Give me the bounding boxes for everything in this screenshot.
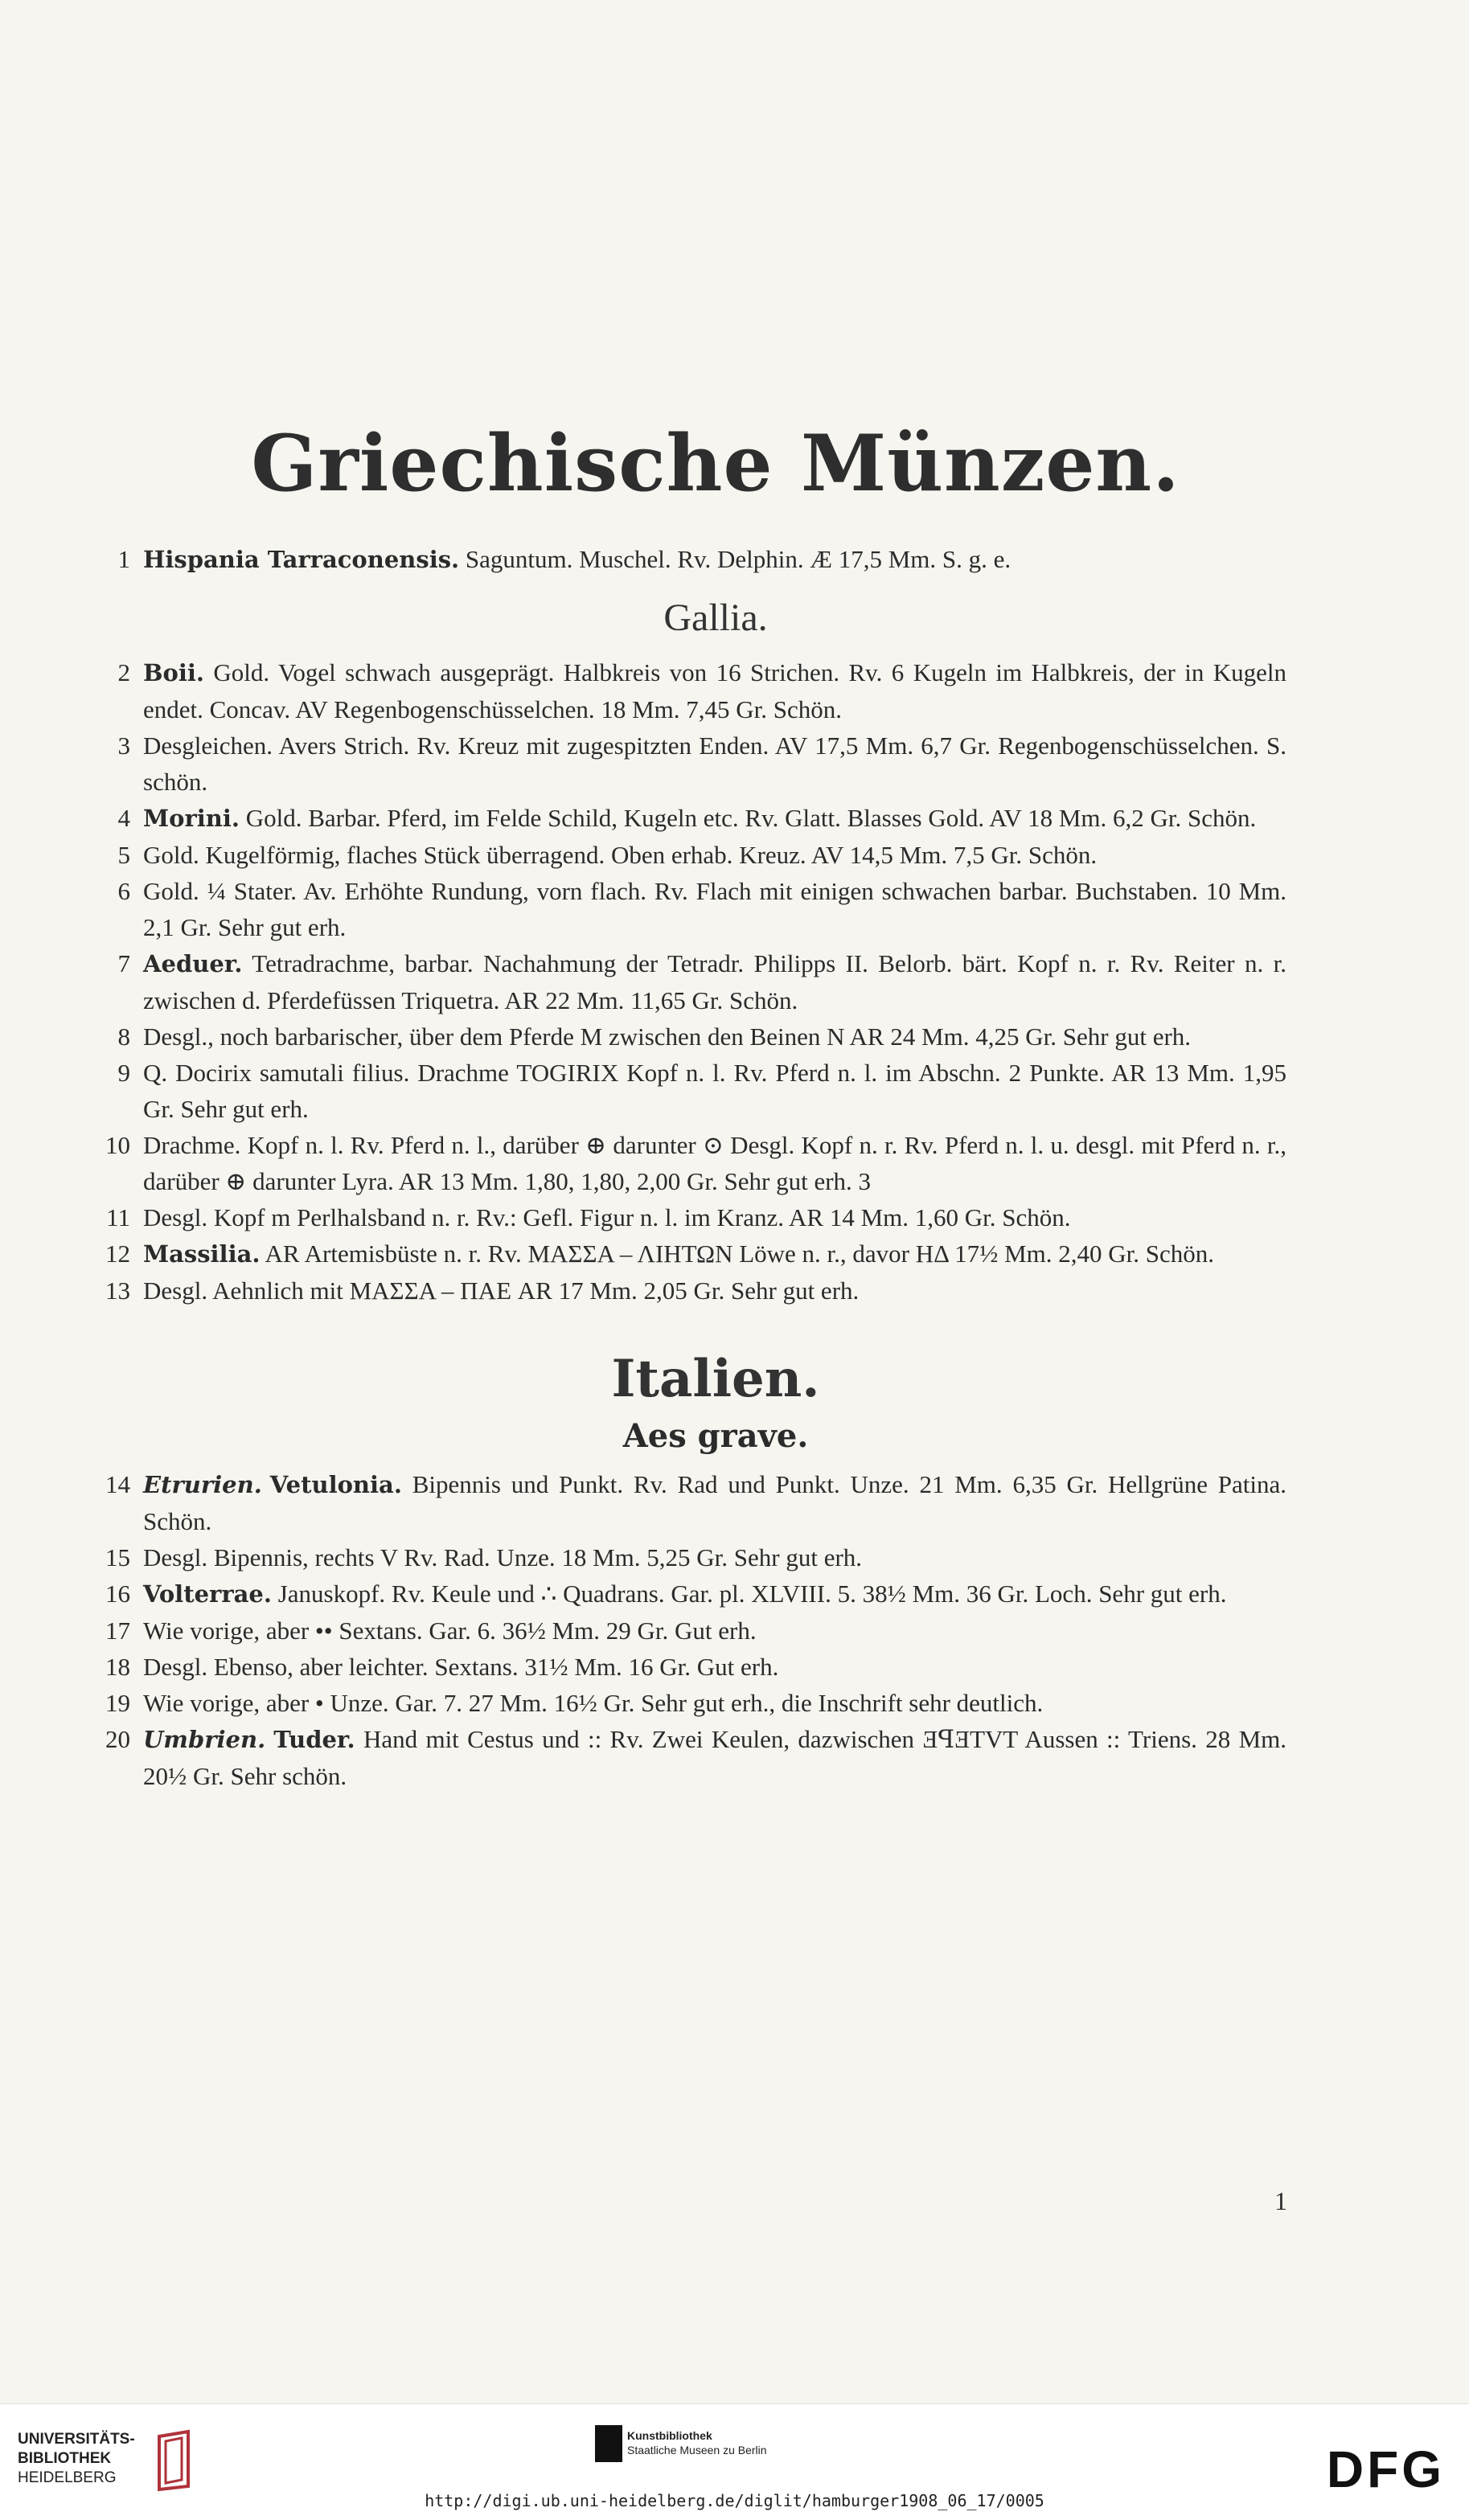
entry-number: 13: [105, 1276, 130, 1305]
entry-number: 9: [117, 1059, 130, 1087]
university-library-icon: [150, 2428, 198, 2493]
catalog-entry: [96, 1466, 1286, 1539]
section-italien: Italien.: [611, 1349, 820, 1409]
entry-number: 16: [105, 1580, 130, 1608]
entry-place: Aeduer.: [143, 950, 243, 977]
entry-number: 4: [117, 804, 130, 832]
catalog-entry: [96, 1721, 1286, 1794]
entry-place: Volterrae.: [143, 1580, 272, 1608]
page-content: [96, 418, 1286, 1794]
catalog-entry: [96, 1612, 1286, 1649]
intro-entries: [96, 541, 1286, 578]
entry-text: AR Artemisbüste n. r. Rv. ΜΑΣΣΑ – ΛΙΗΤΩΝ Löwe n. r., davor ΗΔ 17½ Mm. 2,40 Gr. Schön.: [260, 1240, 1215, 1268]
source-url-link[interactable]: http://digi.ub.uni-heidelberg.de/diglit/hamburger1908_06_17/0005: [425, 2491, 1044, 2510]
uni-line-1: UNIVERSITÄTS-: [18, 2431, 135, 2448]
catalog-entry: [96, 1127, 1286, 1199]
entry-text: Drachme. Kopf n. l. Rv. Pferd n. l., darüber ⊕ darunter ⊙ Desgl. Kopf n. r. Rv. Pferd n. l. u. desgl. mit Pferd n. r., darüber ⊕ darunter Lyra. AR 13 Mm. 1,80, 1,80, 2,00 Gr. Sehr gut erh. 3: [143, 1131, 1286, 1195]
entry-text: Desgl. Kopf m Perlhalsband n. r. Rv.: Gefl. Figur n. l. im Kranz. AR 14 Mm. 1,60 Gr. Schön.: [143, 1203, 1071, 1231]
entry-place: Morini.: [143, 805, 240, 832]
entry-text: Desgleichen. Avers Strich. Rv. Kreuz mit zugespitzten Enden. AV 17,5 Mm. 6,7 Gr. Regenbogenschüsselchen. S. schön.: [143, 731, 1286, 796]
entry-text: Gold. Barbar. Pferd, im Felde Schild, Kugeln etc. Rv. Glatt. Blasses Gold. AV 18 Mm. 6,2 Gr. Schön.: [239, 804, 1257, 832]
entry-place: Vetulonia.: [269, 1471, 402, 1498]
dfg-logo[interactable]: DFG: [1326, 2440, 1445, 2498]
entry-text: Desgl. Bipennis, rechts V Rv. Rad. Unze. 18 Mm. 5,25 Gr. Sehr gut erh.: [143, 1543, 863, 1571]
entry-text: Q. Docirix samutali filius. Drachme TOGIRIX Kopf n. l. Rv. Pferd n. l. im Abschn. 2 Punkte. AR 13 Mm. 1,95 Gr. Sehr gut erh.: [143, 1059, 1286, 1123]
page-title: Griechische Münzen.: [251, 418, 1180, 509]
entry-text: Saguntum. Muschel. Rv. Delphin. Æ 17,5 Mm. S. g. e.: [459, 545, 1011, 573]
entry-text: Gold. Vogel schwach ausgeprägt. Halbkreis von 16 Strichen. Rv. 6 Kugeln im Halbkreis, der in Kugeln endet. Concav. AV Regenbogenschüsselchen. 18 Mm. 7,45 Gr. Schön.: [143, 658, 1286, 723]
entry-number: 14: [105, 1470, 130, 1498]
catalog-entry: [96, 1199, 1286, 1235]
entry-region: Umbrien.: [143, 1726, 266, 1753]
footer-bar: [0, 2403, 1469, 2520]
entry-text: Desgl., noch barbarischer, über dem Pferde M zwischen den Beinen N AR 24 Mm. 4,25 Gr. Sehr gut erh.: [143, 1022, 1192, 1051]
entry-number: 6: [117, 877, 130, 905]
entry-number: 5: [117, 841, 130, 869]
entry-number: 11: [106, 1203, 130, 1231]
entry-number: 17: [105, 1616, 130, 1645]
section-gallia: Gallia.: [663, 596, 768, 639]
catalog-entry: [96, 654, 1286, 727]
catalog-entry: [96, 1272, 1286, 1309]
entry-number: 20: [105, 1725, 130, 1753]
catalog-entry: [96, 1685, 1286, 1721]
entry-number: 2: [117, 658, 130, 686]
entry-text: Januskopf. Rv. Keule und ∴ Quadrans. Gar. pl. XLVIII. 5. 38½ Mm. 36 Gr. Loch. Sehr gut erh.: [271, 1580, 1227, 1608]
catalog-entry: [96, 945, 1286, 1018]
catalog-entry: [96, 727, 1286, 800]
university-library-logo-text[interactable]: [18, 2430, 135, 2488]
entry-number: 1: [117, 545, 130, 573]
entry-place: Boii.: [143, 659, 204, 686]
entry-place: Tuder.: [273, 1726, 355, 1753]
catalog-entry: [96, 1018, 1286, 1055]
entry-number: 3: [117, 731, 130, 760]
entry-number: 18: [105, 1653, 130, 1681]
catalog-entry: [96, 1576, 1286, 1612]
entry-number: 8: [117, 1022, 130, 1051]
catalog-entry: [96, 1055, 1286, 1127]
catalog-entry: [96, 1649, 1286, 1685]
page-number: 1: [1274, 2186, 1287, 2215]
entry-text: Desgl. Aehnlich mit ΜΑΣΣΑ – ΠΑΕ AR 17 Mm. 2,05 Gr. Sehr gut erh.: [143, 1276, 860, 1305]
entry-text: Bipennis und Punkt. Rv. Rad und Punkt. Unze. 21 Mm. 6,35 Gr. Hellgrüne Patina. Schön.: [143, 1470, 1286, 1535]
entry-number: 10: [105, 1131, 130, 1159]
kb-line-2: Staatliche Museen zu Berlin: [627, 2444, 767, 2456]
entry-text: Hand mit Cestus und :: Rv. Zwei Keulen, dazwischen ƎꟼƎTVT Aussen :: Triens. 28 Mm. 20½ Gr. Sehr schön.: [143, 1725, 1286, 1790]
uni-line-2: BIBLIOTHEK: [18, 2450, 112, 2467]
entry-place: Massilia.: [143, 1240, 261, 1268]
entry-place: Hispania Tarraconensis.: [143, 546, 460, 573]
entry-text: Tetradrachme, barbar. Nachahmung der Tetradr. Philipps II. Belorb. bärt. Kopf n. r. Rv. Reiter n. r. zwischen d. Pferdefüssen Triquetra. AR 22 Mm. 11,65 Gr. Schön.: [143, 949, 1286, 1014]
entry-text: Desgl. Ebenso, aber leichter. Sextans. 31½ Mm. 16 Gr. Gut erh.: [143, 1653, 779, 1681]
catalog-entry: [96, 800, 1286, 837]
entry-number: 15: [105, 1543, 130, 1571]
entry-number: 7: [117, 949, 130, 977]
catalog-entry: [96, 873, 1286, 945]
gallia-entries: [96, 654, 1286, 1309]
kb-line-1: Kunstbibliothek: [627, 2429, 712, 2442]
entry-number: 19: [105, 1689, 130, 1717]
italien-entries: [96, 1466, 1286, 1794]
entry-text: Gold. ¼ Stater. Av. Erhöhte Rundung, vorn flach. Rv. Flach mit einigen schwachen barbar. Buchstaben. 10 Mm. 2,1 Gr. Sehr gut erh.: [143, 877, 1286, 941]
entry-number: 12: [105, 1240, 130, 1268]
entry-text: Gold. Kugelförmig, flaches Stück überragend. Oben erhab. Kreuz. AV 14,5 Mm. 7,5 Gr. Schön.: [143, 841, 1098, 869]
subsection-aes-grave: Aes grave.: [622, 1417, 809, 1455]
kunstbibliothek-label[interactable]: [627, 2428, 767, 2457]
catalog-entry: [96, 541, 1286, 578]
catalog-entry: [96, 1539, 1286, 1576]
catalog-entry: [96, 1235, 1286, 1272]
entry-region: Etrurien.: [143, 1471, 262, 1498]
kunstbibliothek-logo-icon: [595, 2425, 622, 2462]
entry-text: Wie vorige, aber •• Sextans. Gar. 6. 36½ Mm. 29 Gr. Gut erh.: [143, 1616, 757, 1645]
entry-text: Wie vorige, aber • Unze. Gar. 7. 27 Mm. 16½ Gr. Sehr gut erh., die Inschrift sehr deutlich.: [143, 1689, 1044, 1717]
uni-line-3: HEIDELBERG: [18, 2469, 117, 2486]
catalog-entry: [96, 837, 1286, 873]
